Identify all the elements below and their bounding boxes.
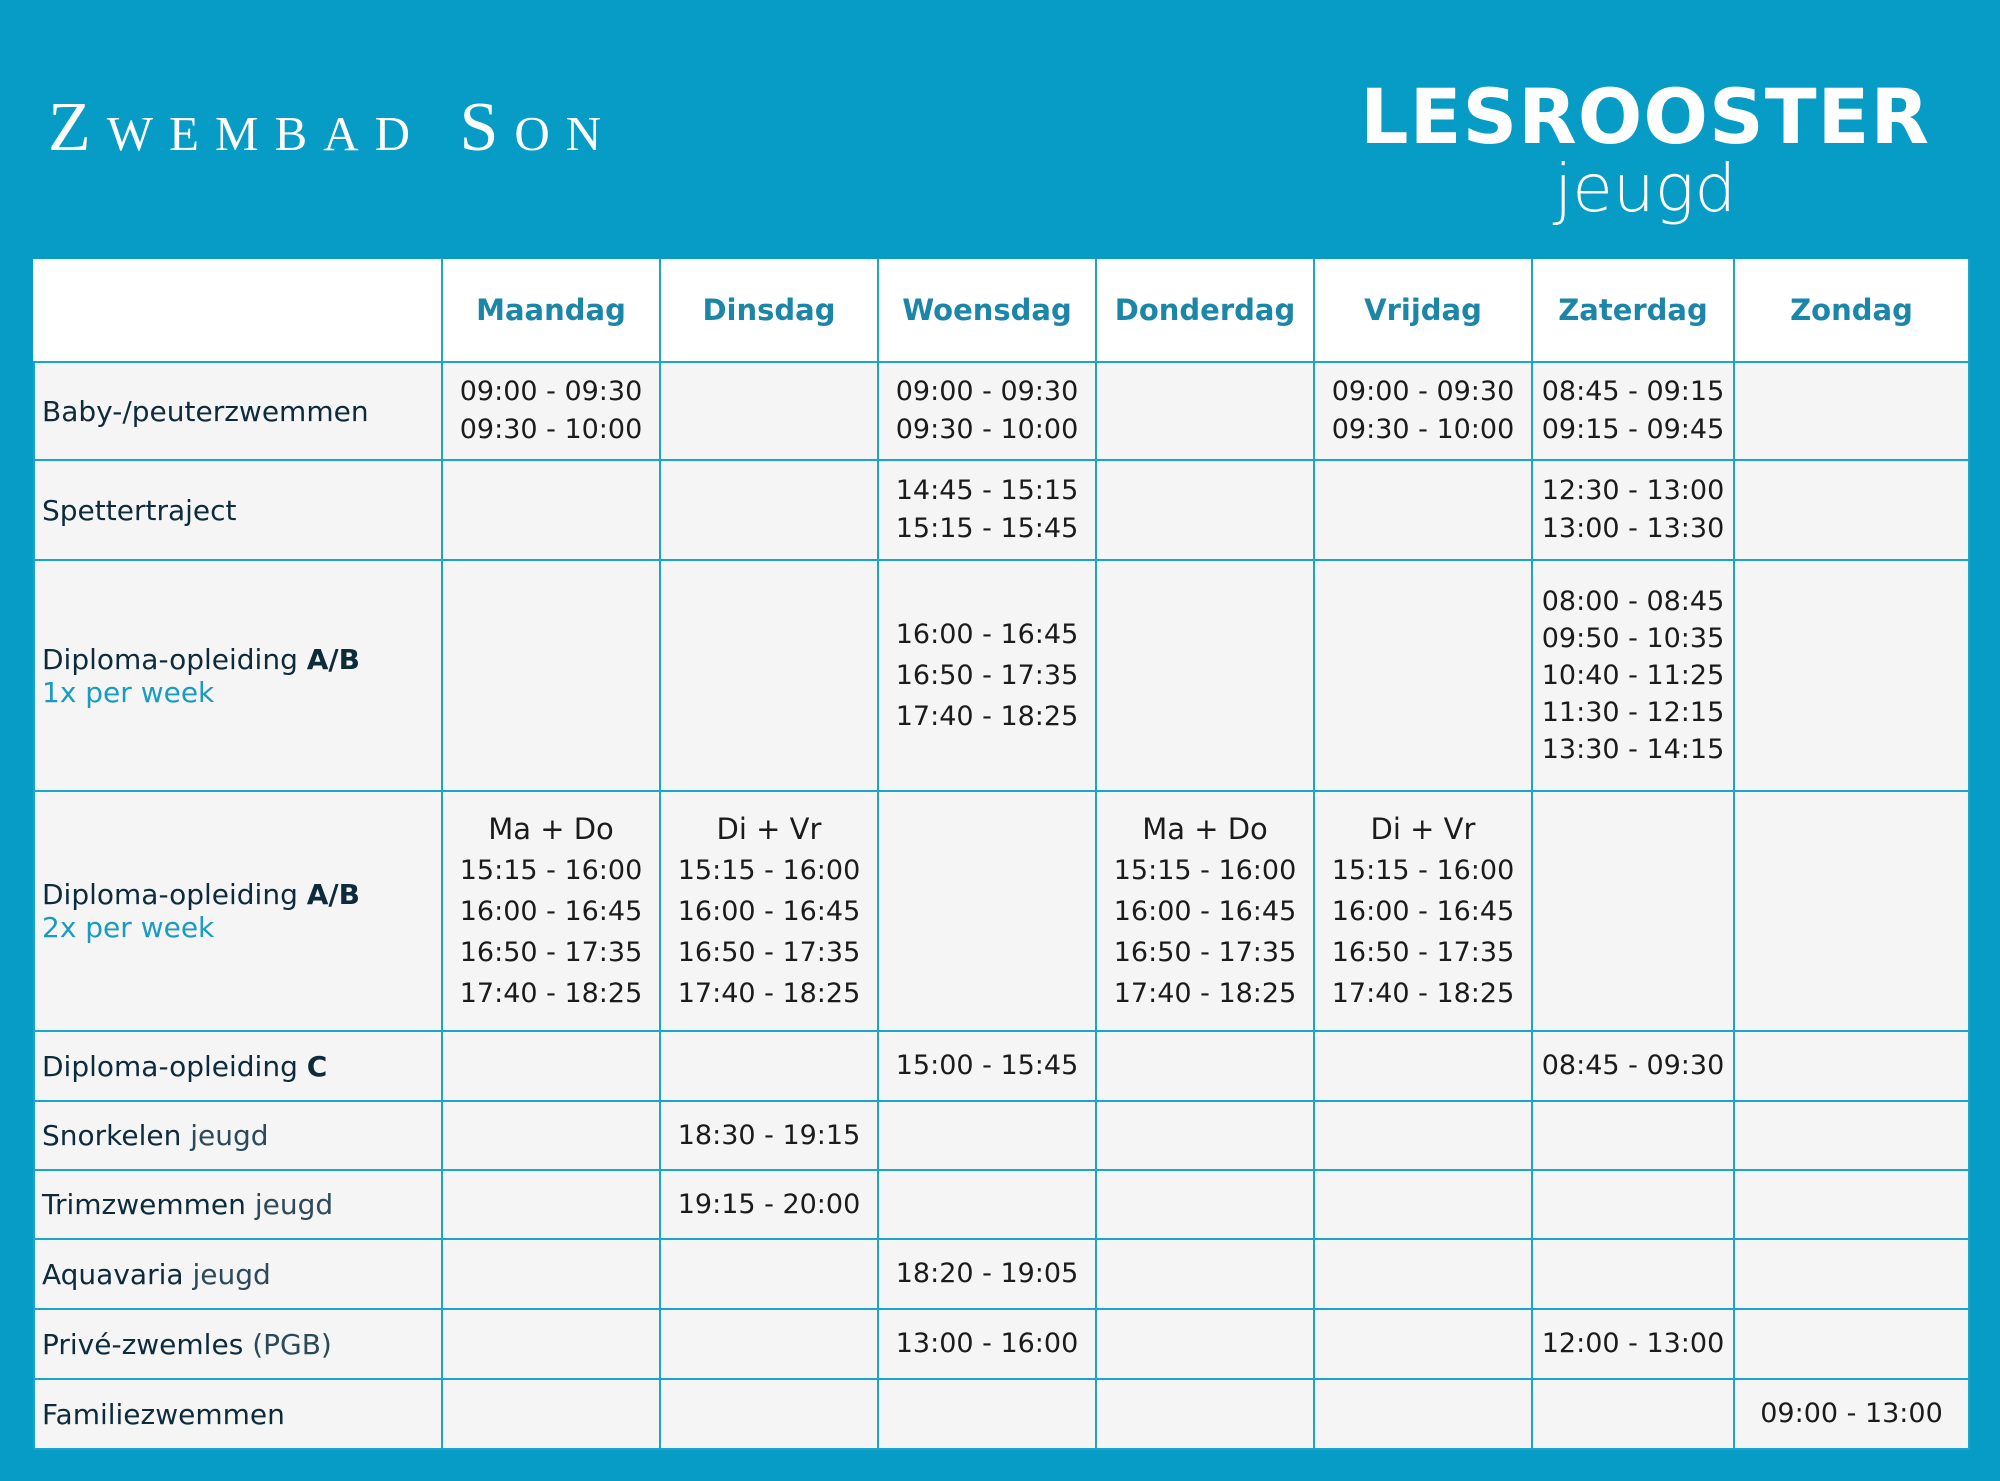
time-slot: 16:50 - 17:35 (1113, 936, 1297, 968)
time-slot-cell (878, 1309, 1096, 1379)
time-slot-cell (1314, 1309, 1532, 1379)
time-slot-cell (1096, 1031, 1314, 1101)
time-slot: 09:30 - 10:00 (459, 414, 643, 445)
slot-days-label: Ma + Do (488, 811, 614, 846)
time-slot: 15:00 - 15:45 (895, 1050, 1079, 1081)
row-label (34, 362, 442, 460)
time-slot-cell (878, 1170, 1096, 1239)
row-label (34, 1379, 442, 1449)
row-label-suffix: jeugd (192, 1257, 271, 1291)
time-slot: 14:45 - 15:15 (895, 475, 1079, 506)
row-label (34, 1309, 442, 1379)
time-slot-cell (1734, 1309, 1969, 1379)
time-slot-cell (1096, 1379, 1314, 1449)
time-slot: 15:15 - 16:00 (1331, 854, 1515, 886)
time-slot: 08:00 - 08:45 (1541, 586, 1725, 617)
page-title: LESROOSTER (1360, 72, 1930, 161)
time-slot-cell (442, 1101, 660, 1170)
time-slot-cell (442, 1309, 660, 1379)
time-slot-cell (1314, 1239, 1532, 1309)
table-row (34, 560, 1969, 791)
corner-cell (34, 259, 442, 362)
time-slot-cell (1096, 362, 1314, 460)
time-slot-cell (1314, 560, 1532, 791)
row-label-level: C (306, 1049, 328, 1083)
time-slot-cell (442, 362, 660, 460)
time-slot: 13:30 - 14:15 (1541, 734, 1725, 765)
time-slot-cell (442, 1170, 660, 1239)
time-slot: 09:00 - 09:30 (895, 376, 1079, 407)
time-slot-cell (660, 1031, 878, 1101)
time-slot: 17:40 - 18:25 (677, 977, 861, 1009)
time-slot: 09:30 - 10:00 (1331, 414, 1515, 445)
time-slot-cell (1532, 1239, 1734, 1309)
time-slot-cell (442, 1031, 660, 1101)
time-slot-cell (1532, 1379, 1734, 1449)
table-row (34, 1239, 1969, 1309)
time-slot: 09:00 - 09:30 (459, 376, 643, 407)
time-slot-cell (1532, 1101, 1734, 1170)
time-slot-cell (1096, 1239, 1314, 1309)
time-slot-cell (878, 1379, 1096, 1449)
time-slot-cell (1734, 460, 1969, 560)
table-row (34, 1031, 1969, 1101)
day-header: Dinsdag (660, 259, 878, 362)
time-slot-cell (442, 791, 660, 1031)
slot-days-label: Ma + Do (1142, 811, 1268, 846)
time-slot-cell (1096, 560, 1314, 791)
time-slot-cell (1734, 1031, 1969, 1101)
row-sublabel: 1x per week (42, 675, 215, 709)
row-label-text: Trimzwemmen (42, 1188, 246, 1221)
time-slot: 15:15 - 16:00 (1113, 854, 1297, 886)
time-slot: 19:15 - 20:00 (677, 1188, 861, 1220)
time-slot: 09:00 - 13:00 (1760, 1398, 1943, 1429)
day-header: Zaterdag (1532, 259, 1734, 362)
time-slot-cell (660, 1379, 878, 1449)
time-slot-cell (878, 560, 1096, 791)
time-slot-cell (660, 460, 878, 560)
table-row (34, 362, 1969, 460)
time-slot: 16:00 - 16:45 (1331, 895, 1515, 927)
day-header: Zondag (1734, 259, 1969, 362)
time-slot: 16:50 - 17:35 (895, 660, 1079, 691)
time-slot-cell (1734, 1239, 1969, 1309)
time-slot-cell (878, 362, 1096, 460)
table-row (34, 1101, 1969, 1170)
time-slot-cell (1532, 1031, 1734, 1101)
row-label-text: Diploma-opleiding (42, 642, 298, 676)
time-slot-cell (660, 791, 878, 1031)
time-slot-cell (1532, 460, 1734, 560)
table-row (34, 1309, 1969, 1379)
time-slot-cell (442, 560, 660, 791)
time-slot: 15:15 - 15:45 (895, 513, 1079, 544)
row-label (34, 791, 442, 1031)
row-label (34, 560, 442, 791)
time-slot: 17:40 - 18:25 (1331, 977, 1515, 1009)
time-slot-cell (878, 1239, 1096, 1309)
time-slot-cell (660, 1170, 878, 1239)
row-label-suffix: jeugd (254, 1188, 334, 1221)
row-label-level: A/B (306, 642, 360, 676)
time-slot: 16:50 - 17:35 (459, 936, 643, 968)
day-header: Donderdag (1096, 259, 1314, 362)
time-slot-cell (1734, 1101, 1969, 1170)
time-slot-cell (1314, 1101, 1532, 1170)
time-slot-cell (1314, 362, 1532, 460)
time-slot: 08:45 - 09:15 (1541, 376, 1725, 407)
time-slot: 08:45 - 09:30 (1541, 1050, 1725, 1081)
title-block (1360, 72, 1930, 227)
logo: Zwembad Son (48, 89, 618, 166)
row-label (34, 1170, 442, 1239)
time-slot-cell (660, 1239, 878, 1309)
slot-days-label: Di + Vr (1370, 811, 1476, 846)
time-slot: 18:30 - 19:15 (677, 1119, 861, 1151)
time-slot: 18:20 - 19:05 (895, 1258, 1079, 1289)
time-slot-cell (1532, 791, 1734, 1031)
time-slot: 16:00 - 16:45 (1113, 895, 1297, 927)
row-label-text: Diploma-opleiding (42, 878, 298, 911)
time-slot-cell (1734, 791, 1969, 1031)
row-label-text: Baby-/peuterzwemmen (42, 394, 369, 428)
time-slot-cell (1314, 1379, 1532, 1449)
time-slot-cell (1314, 791, 1532, 1031)
row-label-text: Diploma-opleiding (42, 1049, 298, 1083)
time-slot-cell (1096, 460, 1314, 560)
time-slot: 16:00 - 16:45 (459, 895, 643, 927)
time-slot: 16:00 - 16:45 (895, 619, 1079, 650)
row-label (34, 1101, 442, 1170)
time-slot-cell (1532, 1309, 1734, 1379)
time-slot: 15:15 - 16:00 (677, 854, 861, 886)
time-slot: 16:50 - 17:35 (1331, 936, 1515, 968)
time-slot-cell (1096, 791, 1314, 1031)
time-slot-cell (878, 1101, 1096, 1170)
slot-days-label: Di + Vr (716, 811, 822, 846)
time-slot: 09:30 - 10:00 (895, 414, 1079, 445)
time-slot: 09:50 - 10:35 (1541, 623, 1725, 654)
time-slot: 16:00 - 16:45 (677, 895, 861, 927)
schedule-table (33, 259, 1970, 1450)
time-slot: 10:40 - 11:25 (1541, 660, 1725, 691)
time-slot: 17:40 - 18:25 (1113, 977, 1297, 1009)
time-slot-cell (1734, 560, 1969, 791)
time-slot-cell (660, 560, 878, 791)
schedule-body (34, 362, 1969, 1449)
time-slot: 09:15 - 09:45 (1541, 414, 1725, 445)
row-label (34, 1031, 442, 1101)
table-row (34, 460, 1969, 560)
time-slot-cell (1096, 1101, 1314, 1170)
time-slot-cell (1314, 460, 1532, 560)
time-slot-cell (1734, 1379, 1969, 1449)
row-label-text: Snorkelen (42, 1119, 182, 1152)
time-slot-cell (1096, 1170, 1314, 1239)
time-slot: 12:00 - 13:00 (1541, 1328, 1725, 1359)
time-slot-cell (1314, 1031, 1532, 1101)
row-label (34, 1239, 442, 1309)
time-slot-cell (442, 1239, 660, 1309)
time-slot: 11:30 - 12:15 (1541, 697, 1725, 728)
time-slot-cell (1314, 1170, 1532, 1239)
table-row (34, 1170, 1969, 1239)
row-label-text: Privé-zwemles (42, 1327, 244, 1361)
page-subtitle: jeugd (1553, 150, 1737, 227)
row-label (34, 460, 442, 560)
time-slot-cell (878, 1031, 1096, 1101)
time-slot-cell (1734, 1170, 1969, 1239)
row-label-suffix: jeugd (190, 1119, 269, 1152)
day-header: Maandag (442, 259, 660, 362)
row-label-text: Spettertraject (42, 493, 237, 527)
time-slot-cell (660, 1101, 878, 1170)
time-slot: 17:40 - 18:25 (459, 977, 643, 1009)
row-label-suffix: (PGB) (252, 1327, 332, 1361)
time-slot: 15:15 - 16:00 (459, 854, 643, 886)
row-label-text: Aquavaria (42, 1257, 184, 1291)
time-slot: 13:00 - 16:00 (895, 1328, 1079, 1359)
header-row (34, 259, 1969, 362)
row-label-text: Familiezwemmen (42, 1397, 285, 1431)
table-row (34, 791, 1969, 1031)
table-row (34, 1379, 1969, 1449)
time-slot: 12:30 - 13:00 (1541, 475, 1725, 506)
time-slot-cell (442, 1379, 660, 1449)
time-slot-cell (1734, 362, 1969, 460)
time-slot-cell (660, 362, 878, 460)
time-slot-cell (1096, 1309, 1314, 1379)
day-header: Woensdag (878, 259, 1096, 362)
time-slot-cell (442, 460, 660, 560)
row-label-level: A/B (306, 878, 360, 911)
time-slot: 09:00 - 09:30 (1331, 376, 1515, 407)
time-slot: 13:00 - 13:30 (1541, 513, 1725, 544)
time-slot-cell (878, 460, 1096, 560)
time-slot: 17:40 - 18:25 (895, 701, 1079, 732)
time-slot: 16:50 - 17:35 (677, 936, 861, 968)
time-slot-cell (1532, 362, 1734, 460)
row-sublabel: 2x per week (42, 911, 215, 944)
time-slot-cell (1532, 560, 1734, 791)
time-slot-cell (878, 791, 1096, 1031)
day-header: Vrijdag (1314, 259, 1532, 362)
time-slot-cell (660, 1309, 878, 1379)
time-slot-cell (1532, 1170, 1734, 1239)
